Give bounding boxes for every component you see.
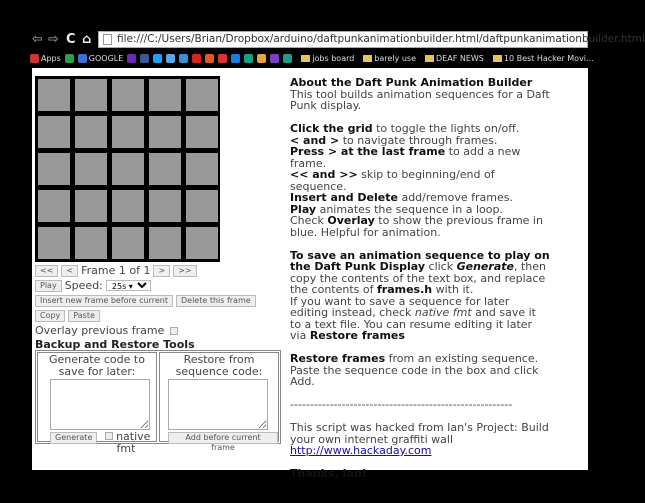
led-cell[interactable] (75, 116, 107, 148)
led-cell[interactable] (186, 227, 218, 259)
help-text-segment: skip to beginning/end of sequence. (290, 168, 495, 193)
bookmark-favicon-icon (166, 54, 175, 63)
help-text-segment: Play (290, 202, 317, 216)
help-text-segment: click (425, 260, 457, 273)
help-text-segment: Thanks, Ian! (290, 467, 367, 480)
back-icon[interactable]: ⇦ (32, 32, 43, 47)
speed-select[interactable] (106, 280, 151, 291)
help-text-segment: Click the grid (290, 122, 373, 135)
help-paragraph (290, 248, 554, 342)
help-text-segment: < and > (290, 133, 340, 147)
bookmark-folder-label: DEAF NEWS (436, 54, 484, 63)
bookmark-folder[interactable] (493, 54, 594, 63)
led-cell[interactable] (112, 116, 144, 148)
help-paragraph (290, 399, 550, 411)
bookmark-folder-label: jobs board (312, 54, 355, 63)
restore-input[interactable] (168, 379, 268, 430)
bookmark-favicon-icon (231, 54, 240, 63)
led-cell[interactable] (75, 153, 107, 185)
next-frame-button[interactable]: > (153, 265, 170, 277)
help-text-segment: To save an animation sequence to play on the Daft Punk Display (290, 248, 554, 273)
page-content (32, 68, 588, 480)
help-text (290, 76, 554, 491)
help-paragraph (290, 468, 550, 480)
led-cell[interactable] (112, 153, 144, 185)
address-bar[interactable] (98, 31, 645, 48)
help-text-segment: Press > at the last frame (290, 145, 446, 158)
help-paragraph (290, 77, 550, 112)
bookmark[interactable] (65, 54, 74, 63)
bookmark[interactable] (244, 54, 253, 63)
help-text-segment: animates the sequence in a loop. Check (290, 202, 503, 227)
folder-icon (301, 55, 310, 62)
help-paragraph (290, 353, 550, 388)
led-cell[interactable] (149, 116, 181, 148)
play-button[interactable]: Play (35, 280, 62, 292)
help-text-segment: This tool builds animation sequences for a Daft Punk display. (290, 87, 550, 112)
generate-heading: Generate code to save for later: (49, 353, 145, 378)
led-cell[interactable] (112, 79, 144, 111)
help-text-segment: with it. If you want to save a sequence for later editing instead, check (290, 283, 510, 319)
forward-icon[interactable]: ⇨ (48, 32, 59, 47)
frame-label: Frame 1 of 1 (81, 264, 151, 277)
frame-controls (35, 262, 285, 337)
bookmarks-bar (30, 52, 620, 65)
add-before-current-button[interactable]: Add before current frame (168, 432, 278, 444)
help-text-segment: About the Daft Punk Animation Builder (290, 76, 533, 89)
led-grid[interactable] (35, 76, 220, 262)
bookmark-favicon-icon (283, 54, 292, 63)
help-text-segment: frames.h (377, 283, 433, 296)
bookmark-folder[interactable] (363, 54, 416, 63)
first-frame-button[interactable]: << (35, 265, 58, 277)
delete-frame-button[interactable]: Delete this frame (176, 295, 256, 307)
generate-output[interactable] (50, 379, 150, 430)
bookmark-favicon-icon (270, 54, 279, 63)
speed-label: Speed: (64, 279, 103, 292)
help-text-segment: add/remove frames. (401, 191, 513, 204)
bookmark-favicon-icon (257, 54, 266, 63)
led-cell[interactable] (112, 190, 144, 222)
bookmark[interactable] (283, 54, 292, 63)
home-icon[interactable]: ⌂ (82, 32, 92, 47)
bookmark[interactable] (166, 54, 175, 63)
bookmark[interactable] (257, 54, 266, 63)
led-cell[interactable] (149, 190, 181, 222)
help-paragraph (290, 123, 550, 238)
bookmark[interactable] (140, 54, 149, 63)
bookmark[interactable] (78, 54, 124, 63)
help-text-segment: << and >> (290, 168, 358, 181)
bookmark[interactable] (153, 54, 162, 63)
bookmark-folder[interactable] (425, 54, 484, 63)
led-cell[interactable] (38, 116, 70, 148)
bookmark[interactable] (270, 54, 279, 63)
hackaday-link[interactable]: http://www.hackaday.com (290, 444, 432, 457)
led-cell[interactable] (149, 153, 181, 185)
led-cell[interactable] (149, 227, 181, 259)
help-text-segment: Restore frames (290, 352, 386, 365)
bookmark[interactable] (231, 54, 240, 63)
led-cell[interactable] (75, 190, 107, 222)
bookmark[interactable] (30, 54, 61, 63)
led-cell[interactable] (38, 227, 70, 259)
bookmark-favicon-icon (78, 54, 87, 63)
restore-panel (159, 352, 279, 452)
insert-frame-button[interactable]: Insert new frame before current (35, 295, 173, 307)
overlay-label: Overlay previous frame (35, 324, 165, 337)
bookmark-favicon-icon (218, 54, 227, 63)
help-text-segment: Restore frames (309, 329, 405, 342)
led-cell[interactable] (186, 79, 218, 111)
help-text-segment: -------------------------------------------------------- (290, 398, 513, 411)
bookmark[interactable] (205, 54, 214, 63)
bookmark-favicon-icon (127, 54, 136, 63)
native-fmt-label: native fmt (116, 430, 151, 455)
help-text-segment: native fmt (414, 306, 472, 319)
help-paragraph (290, 422, 550, 457)
bookmark[interactable] (179, 54, 188, 63)
help-text-segment: This script was hacked from Ian's Project: Build your own internet graffiti wall (290, 421, 549, 446)
page-icon (103, 34, 112, 45)
help-text-segment: to toggle the lights on/off. (376, 122, 520, 135)
bookmark-favicon-icon (205, 54, 214, 63)
bookmark[interactable] (218, 54, 227, 63)
bookmark-label: Apps (41, 54, 61, 63)
help-text-segment: and save it to a text file. You can resume editing it later via (290, 306, 540, 342)
paste-button[interactable]: Paste (68, 310, 100, 322)
led-cell[interactable] (38, 79, 70, 111)
generate-button[interactable]: Generate (50, 432, 97, 444)
generate-panel (37, 352, 157, 455)
folder-icon (363, 55, 372, 62)
folder-icon (493, 55, 502, 62)
led-cell[interactable] (38, 153, 70, 185)
url-text: file:///C:/Users/Brian/Dropbox/arduino/daftpunkanimationbuilder.html/daftpunkanimationbuilder.html (117, 33, 645, 45)
led-cell[interactable] (186, 190, 218, 222)
help-text-segment: to navigate through frames. (342, 133, 498, 147)
help-text-segment: to add a new frame. (290, 145, 521, 170)
native-fmt-checkbox[interactable] (105, 432, 113, 440)
overlay-checkbox[interactable] (170, 327, 178, 335)
prev-frame-button[interactable]: < (61, 265, 78, 277)
bookmark-folder-label: barely use (374, 54, 417, 63)
led-cell[interactable] (75, 79, 107, 111)
backup-title: Backup and Restore Tools (35, 338, 195, 351)
bookmark[interactable] (192, 54, 201, 63)
help-text-segment: from an existing sequence. Paste the sequence code in the box and click Add. (290, 352, 542, 388)
help-text-segment: Insert and Delete (290, 191, 398, 204)
copy-button[interactable]: Copy (35, 310, 65, 322)
bookmark-folder-label: 10 Best Hacker Movi... (503, 54, 594, 63)
bookmark-label: GOOGLE (88, 54, 124, 63)
bookmark-favicon-icon (65, 54, 74, 63)
backup-tools (35, 350, 281, 455)
folder-icon (425, 55, 434, 62)
help-text-segment: Generate (456, 260, 514, 273)
led-cell[interactable] (112, 227, 144, 259)
help-text-segment: to show the previous frame in blue. Helpful for animation. (290, 214, 547, 239)
bookmark-favicon-icon (179, 54, 188, 63)
led-cell[interactable] (186, 116, 218, 148)
reload-icon[interactable]: C (66, 32, 76, 47)
bookmark-favicon-icon (140, 54, 149, 63)
led-cell[interactable] (186, 153, 218, 185)
bookmark-favicon-icon (153, 54, 162, 63)
bookmark-folder[interactable] (301, 54, 354, 63)
led-cell[interactable] (38, 190, 70, 222)
help-text-segment: Overlay (327, 214, 375, 227)
native-fmt-option[interactable] (96, 431, 156, 455)
last-frame-button[interactable]: >> (173, 265, 196, 277)
restore-heading: Restore from sequence code: (175, 353, 263, 378)
bookmark-favicon-icon (192, 54, 201, 63)
bookmark-favicon-icon (244, 54, 253, 63)
led-cell[interactable] (75, 227, 107, 259)
bookmark[interactable] (127, 54, 136, 63)
help-text-segment: , then copy the contents of the text box, and replace the contents of (290, 260, 550, 296)
bookmark-favicon-icon (30, 54, 39, 63)
led-cell[interactable] (149, 79, 181, 111)
